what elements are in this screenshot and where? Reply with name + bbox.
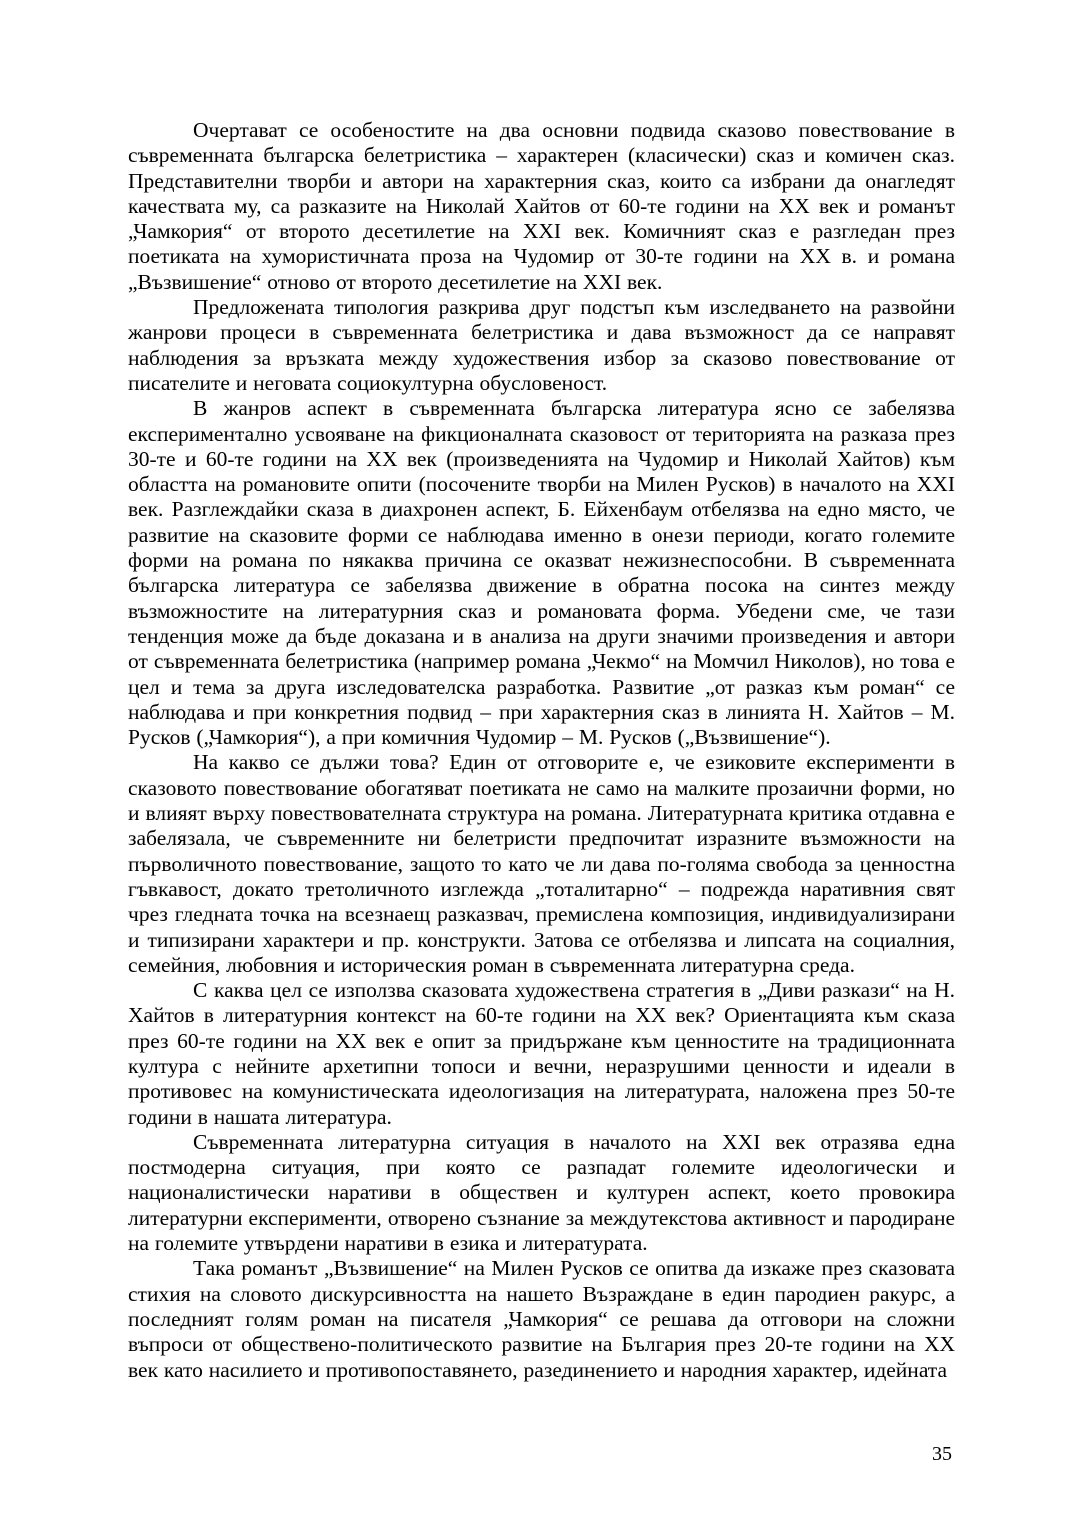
page-number: 35 [932, 1443, 952, 1465]
paragraph: В жанров аспект в съвременната българска литература ясно се забелязва експериментално усвояване на фикционалната сказовост от територията на разказа през 30-те и 60-те години на XX век (произведенията на Чудомир и Николай Хайтов) към областта на романовите опити (посочените творби на Милен Русков) в началото на XXI век. Разглеждайки сказа в диахронен аспект, Б. Ейхенбаум отбелязва на едно място, че развитие на сказовите форми се наблюдава именно в онези периоди, когато големите форми на романа по някаква причина се оказват нежизнеспособни. В съвременната българска литература се забелязва движение в обратна посока на синтез между възможностите на литературния сказ и романовата форма. Убедени сме, че тази тенденция може да бъде доказана и в анализа на други значими произведения и автори от съвременната белетристика (например романа „Чекмо“ на Момчил Николов), но това е цел и тема за друга изследователска разработка. Развитие „от разказ към роман“ се наблюдава и при конкретния подвид – при характерния сказ в линията Н. Хайтов – М. Русков („Чамкория“), а при комичния Чудомир – М. Русков („Възвишение“). [128, 396, 955, 750]
paragraph: Съвременната литературна ситуация в началото на XXI век отразява една постмодерна ситуация, при която се разпадат големите идеологически и националистически наративи в обществен и културен аспект, което провокира литературни експерименти, отворено съзнание за междутекстова активност и пародиране на големите утвърдени наративи в езика и литературата. [128, 1129, 955, 1256]
page-body-text [128, 118, 955, 1383]
paragraph: На какво се дължи това? Един от отговорите е, че езиковите експерименти в сказовото повествование обогатяват поетиката не само на малките прозаични форми, но и влияят върху повествователната структура на романа. Литературната критика отдавна е забелязала, че съвременните ни белетристи предпочитат изразните възможности на първоличното повествование, защото то като че ли дава по-голяма свобода за ценностна гъвкавост, докато третоличното изглежда „тоталитарно“ – подрежда наративния свят чрез гледната точка на всезнаещ разказвач, премислена композиция, индивидуализирани и типизирани характери и пр. конструкти. Затова се отбелязва и липсата на социалния, семейния, любовния и историческия роман в съвременната литературна среда. [128, 750, 955, 977]
paragraph: Така романът „Възвишение“ на Милен Русков се опитва да изкаже през сказовата стихия на словото дискурсивността на нашето Възраждане в един пародиен ракурс, а последният голям роман на писателя „Чамкория“ се решава да отговори на сложни въпроси от обществено-политическото развитие на България през 20-те години на XX век като насилието и противопоставянето, разединението и народния характер, идейната [128, 1256, 955, 1382]
paragraph: С каква цел се използва сказовата художествена стратегия в „Диви разкази“ на Н. Хайтов в литературния контекст на 60-те години на XX век? Ориентацията към сказа през 60-те години на XX век е опит за придържане към ценностите на традиционната култура с нейните архетипни топоси и вечни, неразрушими ценности и идеали в противовес на комунистическата идеологизация на литературата, наложена през 50-те години в нашата литература. [128, 978, 955, 1129]
paragraph: Очертават се особеностите на два основни подвида сказово повествование в съвременната българска белетристика – характерен (класически) сказ и комичен сказ. Представителни творби и автори на характерния сказ, които са избрани да онагледят качествата му, са разказите на Николай Хайтов от 60-те години на XX век и романът „Чамкория“ от второто десетилетие на XXI век. Комичният сказ е разгледан през поетиката на хумористичната проза на Чудомир от 30-те години на XX в. и романа „Възвишение“ отново от второто десетилетие на XXI век. [128, 118, 955, 294]
paragraph: Предложената типология разкрива друг подстъп към изследването на развойни жанрови процеси в съвременната белетристика и дава възможност да се направят наблюдения за връзката между художествения избор за сказово повествование от писателите и неговата социокултурна обусловеност. [128, 295, 955, 395]
